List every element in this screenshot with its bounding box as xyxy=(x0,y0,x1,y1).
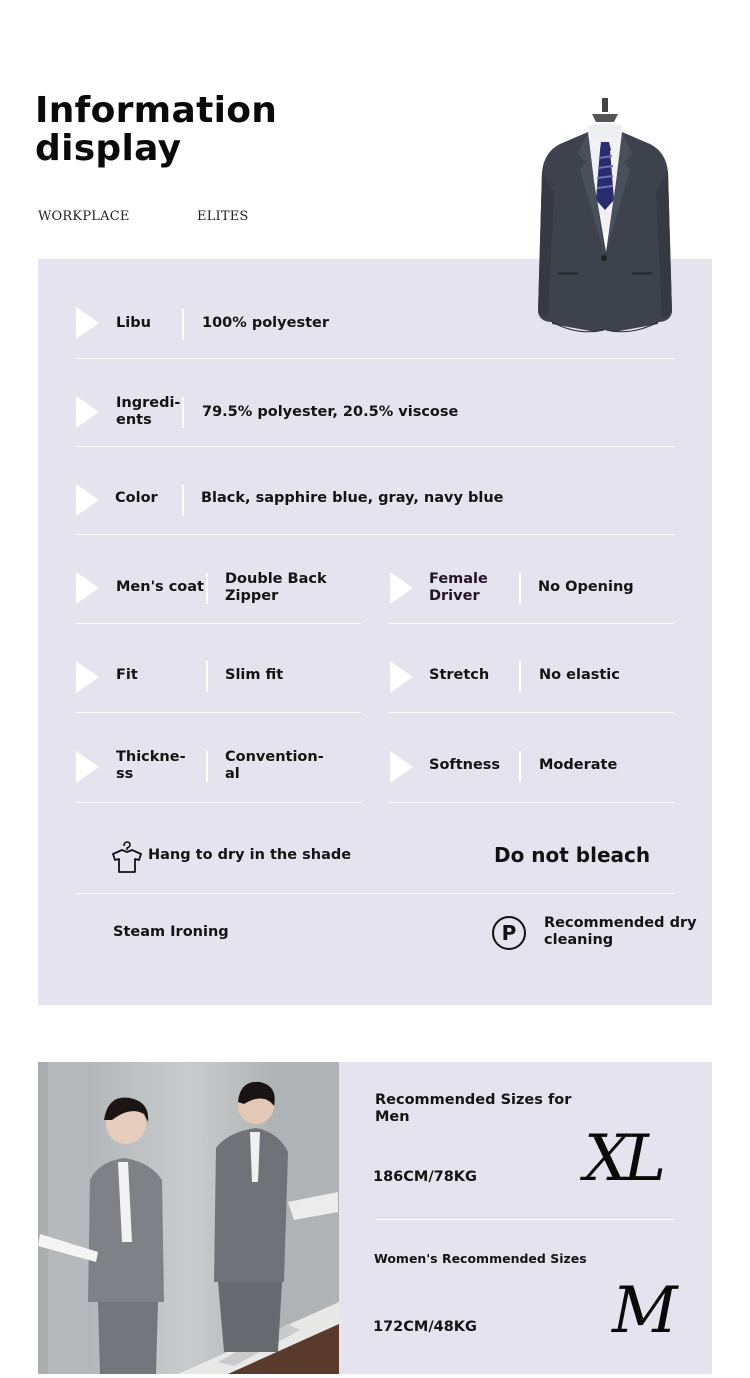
softness-label: Softness xyxy=(429,757,501,773)
page-title xyxy=(35,92,277,168)
female-driver-label xyxy=(429,571,488,605)
mens-coat-value-line-1: Double Back xyxy=(225,571,327,587)
dry-clean-line-2: cleaning xyxy=(544,932,614,948)
thickness-value-line-2: al xyxy=(225,766,240,782)
title-line-1: Information xyxy=(35,90,278,131)
dry-clean-p-icon: P xyxy=(492,916,526,950)
triangle-bullet-icon xyxy=(390,661,413,693)
men-measurement: 186CM/78KG xyxy=(373,1169,477,1185)
female-driver-label-line-1: Female xyxy=(429,571,488,587)
triangle-bullet-icon xyxy=(76,307,99,339)
female-driver-label-line-2: Driver xyxy=(429,588,480,604)
model-photo xyxy=(38,1062,339,1374)
dry-clean-text xyxy=(544,915,697,949)
color-label: Color xyxy=(115,490,158,506)
do-not-bleach-text: Do not bleach xyxy=(494,843,651,867)
separator xyxy=(206,573,208,604)
separator xyxy=(182,485,184,516)
triangle-bullet-icon xyxy=(76,572,99,604)
tag-elites: ELITES xyxy=(197,209,249,224)
women-measurement: 172CM/48KG xyxy=(373,1319,477,1335)
women-size-m: M xyxy=(612,1274,678,1348)
men-size-heading-line-1: Recommended Sizes for xyxy=(375,1092,572,1108)
ingredients-label-line-2: ents xyxy=(116,412,152,428)
triangle-bullet-icon xyxy=(76,396,99,428)
separator xyxy=(519,573,521,604)
divider xyxy=(76,358,674,359)
female-driver-value: No Opening xyxy=(538,579,634,595)
triangle-bullet-icon xyxy=(76,751,99,783)
separator xyxy=(182,397,184,428)
dry-clean-line-1: Recommended dry xyxy=(544,915,697,931)
stretch-value: No elastic xyxy=(539,667,620,683)
thickness-value-line-1: Convention- xyxy=(225,749,324,765)
steam-ironing-text: Steam Ironing xyxy=(113,924,229,940)
color-value: Black, sapphire blue, gray, navy blue xyxy=(201,490,504,506)
ingredients-label-line-1: Ingredi- xyxy=(116,395,181,411)
ingredients-label xyxy=(116,395,180,429)
separator xyxy=(519,661,521,692)
divider xyxy=(76,623,361,624)
separator xyxy=(182,309,184,340)
fit-value: Slim fit xyxy=(225,667,284,683)
divider xyxy=(76,446,674,447)
triangle-bullet-icon xyxy=(390,751,413,783)
divider xyxy=(76,893,674,894)
ingredients-value: 79.5% polyester, 20.5% viscose xyxy=(202,404,459,420)
triangle-bullet-icon xyxy=(76,484,99,516)
thickness-value xyxy=(225,749,324,783)
men-size-heading xyxy=(375,1092,571,1126)
mens-coat-label: Men's coat xyxy=(116,579,204,595)
divider xyxy=(389,623,674,624)
thickness-label-line-1: Thickne- xyxy=(116,749,186,765)
stretch-label: Stretch xyxy=(429,667,490,683)
mens-coat-value xyxy=(225,571,327,605)
thickness-label xyxy=(116,749,186,783)
divider xyxy=(76,534,674,535)
thickness-label-line-2: ss xyxy=(116,766,134,782)
men-size-heading-line-2: Men xyxy=(375,1109,410,1125)
libu-value: 100% polyester xyxy=(202,315,329,331)
mens-coat-value-line-2: Zipper xyxy=(225,588,279,604)
fit-label: Fit xyxy=(116,667,138,683)
divider xyxy=(76,712,361,713)
divider xyxy=(76,802,361,803)
title-line-2: display xyxy=(35,128,182,169)
triangle-bullet-icon xyxy=(390,572,413,604)
softness-value: Moderate xyxy=(539,757,618,773)
hang-dry-text: Hang to dry in the shade xyxy=(148,847,352,863)
women-size-heading: Women's Recommended Sizes xyxy=(374,1251,587,1266)
libu-label: Libu xyxy=(116,315,151,331)
separator xyxy=(206,751,208,782)
separator xyxy=(519,751,521,782)
men-size-xl: XL xyxy=(584,1122,661,1196)
jacket-image xyxy=(530,92,680,342)
divider xyxy=(389,802,674,803)
divider xyxy=(389,712,674,713)
divider xyxy=(376,1219,674,1220)
separator xyxy=(206,661,208,692)
hanger-shirt-icon xyxy=(111,840,143,874)
tag-workplace: WORKPLACE xyxy=(38,209,130,224)
triangle-bullet-icon xyxy=(76,661,99,693)
